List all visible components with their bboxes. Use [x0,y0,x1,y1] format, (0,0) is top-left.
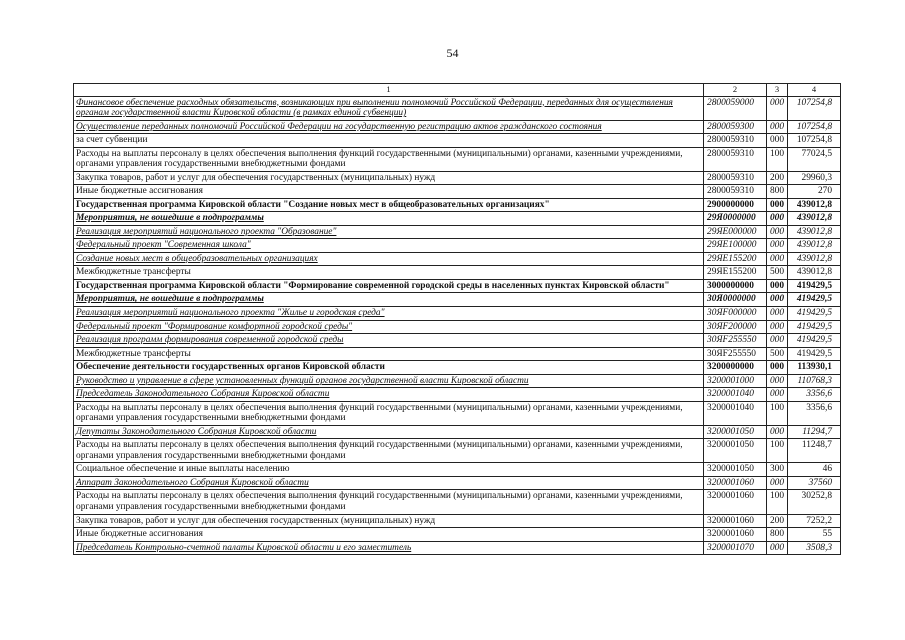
row-amount: 55 [788,528,841,542]
row-target-code: 30Я0000000 [704,293,767,307]
row-target-code: 3200001050 [704,463,767,477]
table-row [74,320,841,334]
table-row [74,528,841,542]
row-amount: 11248,7 [788,439,841,463]
row-description [74,425,704,439]
row-amount: 113930,1 [788,361,841,375]
row-amount: 107254,8 [788,120,841,134]
table-row [74,266,841,280]
row-expense-type: 800 [767,185,788,199]
row-amount: 3508,3 [788,541,841,555]
row-expense-type: 300 [767,463,788,477]
row-expense-type: 000 [767,96,788,120]
row-description-text: Расходы на выплаты персоналу в целях обеспечения выполнения функций государственными (муниципальными) органами, казенными учреждениями, органами управления государственными внебюджетными фондами [76,440,683,461]
row-expense-type: 200 [767,514,788,528]
row-expense-type: 000 [767,239,788,253]
row-amount: 419429,5 [788,293,841,307]
row-expense-type: 000 [767,279,788,293]
row-description [74,347,704,361]
row-description [74,134,704,148]
row-description-text: Аппарат Законодательного Собрания Кировской области [76,477,309,488]
row-amount: 419429,5 [788,279,841,293]
row-expense-type: 000 [767,134,788,148]
row-description-text: Мероприятия, не вошедшие в подпрограммы [76,294,264,305]
row-amount: 3356,6 [788,401,841,425]
header-col-3: 3 [767,84,788,97]
row-target-code: 30ЯF200000 [704,320,767,334]
row-description [74,147,704,171]
row-target-code: 30ЯF255550 [704,334,767,348]
row-amount: 419429,5 [788,334,841,348]
row-target-code: 2800059310 [704,147,767,171]
row-description [74,320,704,334]
row-description-text: Расходы на выплаты персоналу в целях обеспечения выполнения функций государственными (муниципальными) органами, казенными учреждениями, органами управления государственными внебюджетными фондами [76,491,683,512]
row-expense-type: 000 [767,334,788,348]
row-description [74,463,704,477]
row-amount: 270 [788,185,841,199]
table-row [74,198,841,212]
row-description-text: Расходы на выплаты персоналу в целях обеспечения выполнения функций государственными (муниципальными) органами, казенными учреждениями, органами управления государственными внебюджетными фондами [76,402,683,424]
row-amount: 419429,5 [788,347,841,361]
row-target-code: 3200001070 [704,541,767,555]
row-description [74,212,704,226]
row-expense-type: 000 [767,374,788,388]
row-expense-type: 000 [767,388,788,402]
row-target-code: 29ЯЕ155200 [704,252,767,266]
row-description-text: Финансовое обеспечение расходных обязательств, возникающих при выполнении полномочий Российской Федерации, переданных для осуществления органам государственной власти Кировской области (в рамках единой субвенции) [76,97,673,119]
row-description [74,401,704,425]
row-description [74,439,704,463]
row-description [74,293,704,307]
row-description [74,528,704,542]
page-number: 54 [446,46,459,60]
row-description [74,334,704,348]
budget-table-body [74,84,841,555]
row-expense-type: 000 [767,425,788,439]
table-row [74,401,841,425]
row-target-code: 3200001050 [704,425,767,439]
table-row [74,293,841,307]
table-row [74,120,841,134]
row-description [74,279,704,293]
row-expense-type: 800 [767,528,788,542]
table-row [74,361,841,375]
table-row [74,374,841,388]
row-description [74,514,704,528]
row-target-code: 30ЯF255550 [704,347,767,361]
row-amount: 37560 [788,476,841,490]
row-description [74,476,704,490]
row-expense-type: 100 [767,439,788,463]
row-description [74,239,704,253]
row-target-code: 3200001060 [704,490,767,514]
row-amount: 439012,8 [788,266,841,280]
row-description [74,185,704,199]
row-target-code: 3200001060 [704,476,767,490]
row-description-text: Социальное обеспечение и иные выплаты населению [76,464,290,475]
row-amount: 439012,8 [788,198,841,212]
row-description-text: Депутаты Законодательного Собрания Кировской области [76,426,317,437]
table-row [74,279,841,293]
row-description-text: Председатель Контрольно-счетной палаты Кировской области и его заместитель [76,542,412,553]
row-description-text: Иные бюджетные ассигнования [76,186,203,197]
row-amount: 439012,8 [788,225,841,239]
row-amount: 419429,5 [788,307,841,321]
table-header-row [74,84,841,97]
row-description [74,198,704,212]
row-amount: 107254,8 [788,134,841,148]
table-row [74,388,841,402]
row-expense-type: 000 [767,198,788,212]
row-description-text: Межбюджетные трансферты [76,267,191,278]
row-description-text: Расходы на выплаты персоналу в целях обеспечения выполнения функций государственными (муниципальными) органами, казенными учреждениями, органами управления государственными внебюджетными фондами [76,148,683,170]
row-description-text: Реализация мероприятий национального проекта "Жилье и городская среда" [76,308,385,319]
row-expense-type: 000 [767,541,788,555]
row-expense-type: 000 [767,293,788,307]
header-col-1: 1 [74,84,704,97]
row-description-text: Председатель Законодательного Собрания Кировской области [76,389,330,400]
row-amount: 77024,5 [788,147,841,171]
row-target-code: 29ЯЕ000000 [704,225,767,239]
row-amount: 110768,3 [788,374,841,388]
table-row [74,307,841,321]
row-description-text: Обеспечение деятельности государственных органов Кировской области [76,362,385,373]
row-description-text: Реализация программ формирования современной городской среды [76,335,344,346]
table-row [74,252,841,266]
row-target-code: 2800059000 [704,96,767,120]
row-expense-type: 100 [767,401,788,425]
row-description [74,541,704,555]
table-row [74,425,841,439]
row-amount: 439012,8 [788,239,841,253]
row-amount: 11294,7 [788,425,841,439]
row-description-text: Мероприятия, не вошедшие в подпрограммы [76,213,264,224]
table-row [74,185,841,199]
row-target-code: 2900000000 [704,198,767,212]
row-amount: 439012,8 [788,212,841,226]
header-col-4: 4 [788,84,841,97]
table-row [74,347,841,361]
row-description [74,307,704,321]
row-target-code: 30ЯF000000 [704,307,767,321]
row-target-code: 2800059310 [704,134,767,148]
row-description [74,266,704,280]
row-expense-type: 000 [767,320,788,334]
row-expense-type: 000 [767,252,788,266]
row-description-text: Федеральный проект "Формирование комфортной городской среды" [76,321,353,332]
row-description [74,225,704,239]
row-description-text: Государственная программа Кировской области "Создание новых мест в общеобразовательных организациях" [76,199,550,210]
row-description-text: Реализация мероприятий национального проекта "Образование" [76,226,337,237]
row-description-text: за счет субвенции [76,135,148,146]
row-description [74,120,704,134]
table-row [74,463,841,477]
row-amount: 7252,2 [788,514,841,528]
row-expense-type: 000 [767,476,788,490]
row-description [74,96,704,120]
row-expense-type: 000 [767,225,788,239]
table-row [74,96,841,120]
row-expense-type: 500 [767,347,788,361]
row-expense-type: 200 [767,171,788,185]
table-row [74,439,841,463]
row-expense-type: 000 [767,212,788,226]
row-amount: 3356,6 [788,388,841,402]
row-amount: 46 [788,463,841,477]
row-description [74,361,704,375]
budget-table [73,83,841,555]
table-row [74,514,841,528]
row-target-code: 3200001040 [704,388,767,402]
row-description-text: Иные бюджетные ассигнования [76,529,203,540]
table-row [74,171,841,185]
row-amount: 107254,8 [788,96,841,120]
row-description-text: Руководство и управление в сфере установленных функций органов государственной власти Кировской области [76,375,529,386]
row-description-text: Федеральный проект "Современная школа" [76,240,251,251]
row-description [74,490,704,514]
row-description [74,171,704,185]
table-row [74,225,841,239]
row-description-text: Создание новых мест в общеобразовательных организациях [76,253,318,264]
table-row [74,239,841,253]
row-amount: 29960,3 [788,171,841,185]
row-description-text: Закупка товаров, работ и услуг для обеспечения государственных (муниципальных) нужд [76,172,436,183]
row-expense-type: 100 [767,490,788,514]
row-description-text: Межбюджетные трансферты [76,348,191,359]
row-target-code: 3200001060 [704,528,767,542]
row-target-code: 3200001060 [704,514,767,528]
row-amount: 30252,8 [788,490,841,514]
row-expense-type: 100 [767,147,788,171]
row-target-code: 2800059310 [704,185,767,199]
row-expense-type: 000 [767,120,788,134]
row-expense-type: 000 [767,361,788,375]
row-target-code: 3200001000 [704,374,767,388]
table-row [74,334,841,348]
row-target-code: 3200000000 [704,361,767,375]
row-target-code: 2800059310 [704,171,767,185]
table-row [74,490,841,514]
table-row [74,134,841,148]
row-amount: 439012,8 [788,252,841,266]
table-row [74,541,841,555]
row-description-text: Государственная программа Кировской области "Формирование современной городской среды в населенных пунктах Кировской области" [76,280,670,291]
row-description-text: Закупка товаров, работ и услуг для обеспечения государственных (муниципальных) нужд [76,515,436,526]
row-description-text: Осуществление переданных полномочий Российской Федерации на государственную регистрацию актов гражданского состояния [76,121,602,132]
row-target-code: 29Я0000000 [704,212,767,226]
table-row [74,476,841,490]
row-expense-type: 500 [767,266,788,280]
row-target-code: 2800059300 [704,120,767,134]
row-target-code: 29ЯЕ100000 [704,239,767,253]
row-target-code: 3200001050 [704,439,767,463]
row-expense-type: 000 [767,307,788,321]
row-amount: 419429,5 [788,320,841,334]
row-target-code: 3200001040 [704,401,767,425]
table-row [74,212,841,226]
row-description [74,374,704,388]
row-description [74,252,704,266]
row-target-code: 3000000000 [704,279,767,293]
header-col-2: 2 [704,84,767,97]
table-row [74,147,841,171]
row-description [74,388,704,402]
row-target-code: 29ЯЕ155200 [704,266,767,280]
